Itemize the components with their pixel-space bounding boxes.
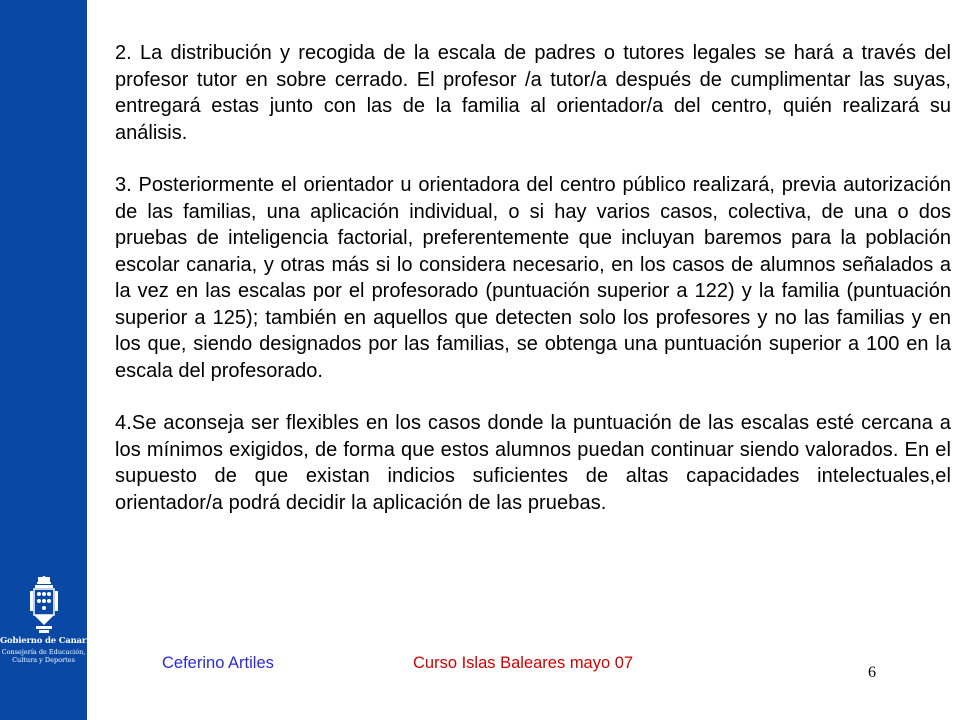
paragraph-3: 3. Posteriormente el orientador u orientadora del centro público realizará, previa autorización de las familias, una aplicación individual, o si hay varios casos, colectiva, de una o dos pruebas de inteligencia factorial, preferentemente que incluyan baremos para la población escolar canaria, y otras más si lo considera necesario, en los casos de alumnos señalados a la vez en las escalas por el profesorado (puntuación superior a 122) y la familia (puntuación superior a 125); también en aquellos que detecten solo los profesores y no las familias y en los que, siendo designados por las familias, se obtenga una puntuación superior a 100 en la escala del profesorado.: [115, 174, 951, 382]
logo-subtitle-line: Consejería de Educación,: [1, 648, 86, 656]
footer-author: Ceferino Artiles: [162, 654, 274, 672]
gobierno-de-canarias-logo: [0, 576, 100, 664]
footer-course: Curso Islas Baleares mayo 07: [413, 654, 634, 672]
paragraph-2: 2. La distribución y recogida de la escala de padres o tutores legales se hará a través del profesor tutor en sobre cerrado. El profesor /a tutor/a después de cumplimentar las suyas, entregará estas junto con las de la familia al orientador/a del centro, quién realizará su análisis.: [115, 42, 951, 144]
logo-title: Gobierno de Canarias: [0, 636, 100, 646]
logo-subtitle-line: Cultura y Deportes: [12, 656, 75, 664]
paragraph-4: 4.Se aconseja ser flexibles en los casos donde la puntuación de las escalas esté cercana a los mínimos exigidos, de forma que estos alumnos puedan continuar siendo valorados. En el supuesto de que existan indicios suficientes de altas capacidades intelectuales,el orientador/a podrá decidir la aplicación de las pruebas.: [115, 412, 951, 514]
logo-subtitle: [0, 648, 87, 664]
coat-of-arms-icon: [0, 576, 87, 634]
page-number: 6: [868, 664, 876, 681]
body-text: [115, 40, 951, 542]
sidebar: [0, 0, 100, 720]
